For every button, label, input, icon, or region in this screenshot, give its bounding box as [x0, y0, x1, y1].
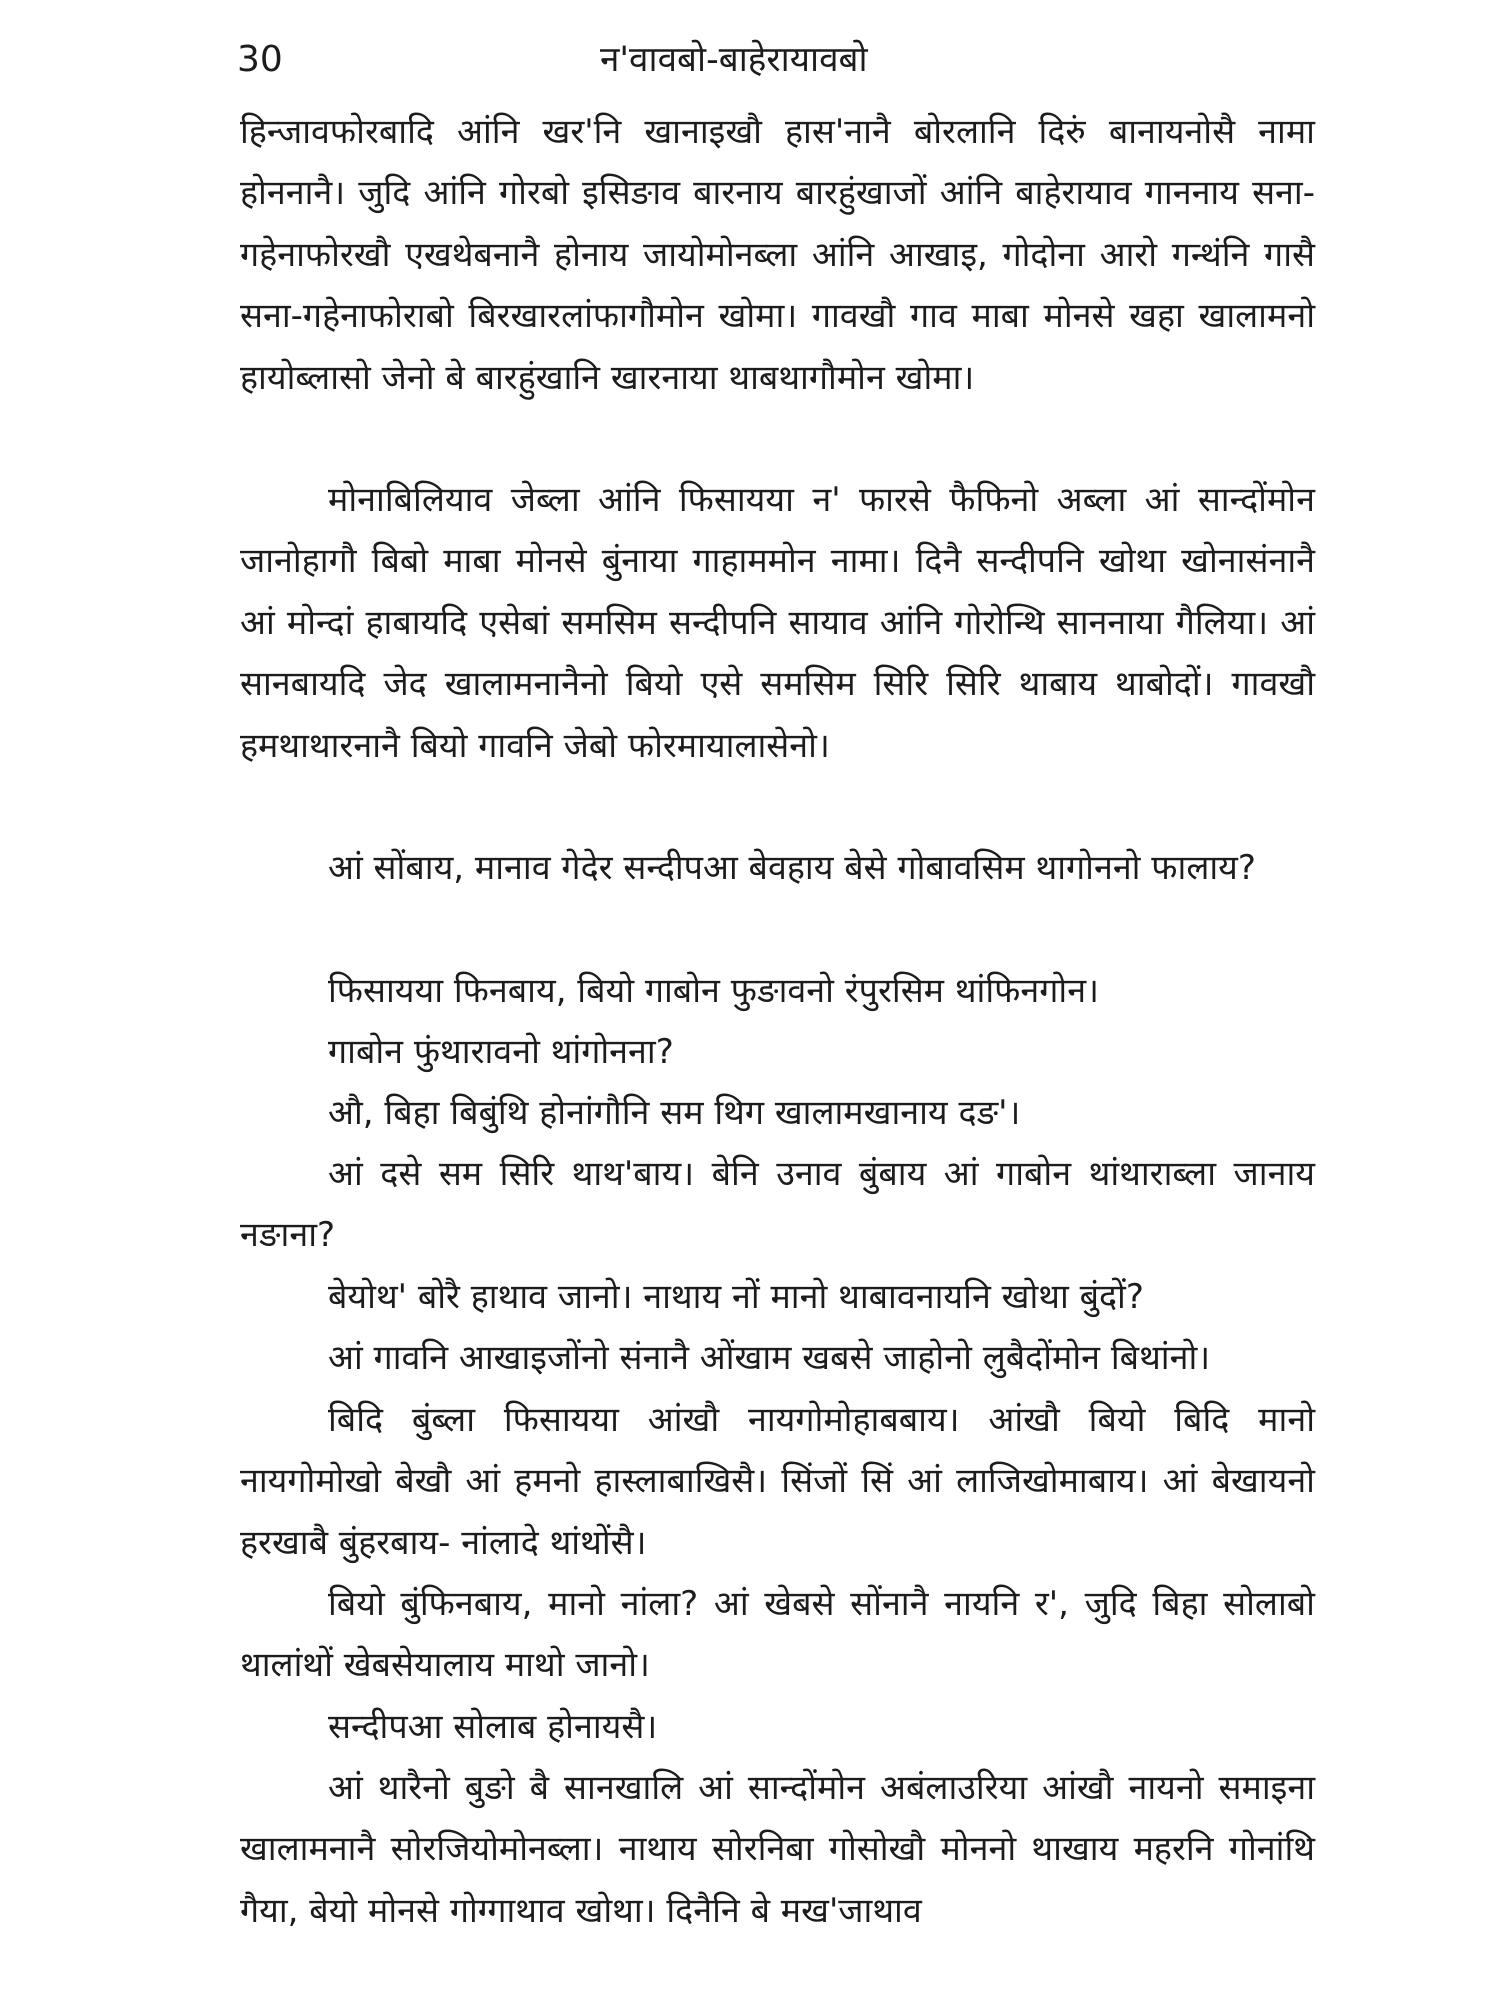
paragraph-7: आं दसे सम सिरि थाथ'बाय। बेनि उनाव बुंबाय आं गाबोन थांथाराब्ला जानाय नङाना? — [240, 1154, 1315, 1256]
paragraph-1: हिन्जावफोरबादि आंनि खर'नि खानाइखौ हास'नानै बोरलानि दिरुं बानायनोसै नामा होननानै। जुदि आंनि गोरबो इसिङाव बारनाय बारहुंखाजों आंनि बाहेरायाव गाननाय सना-गहेनाफोरखौ एखथेबनानै होनाय जायोमोनब्ला आंनि आखाइ, गोदोना आरो गन्थंनि गासै सना-गहेनाफोराबो बिरखारलांफागौमोन खोमा। गावखौ गाव माबा मोनसे खहा खालामनो हायोब्लासो जेनो बे बारहुंखानि खारनाया थाबथागौमोन खोमा। — [240, 112, 1315, 398]
paragraph-12: सन्दीपआ सोलाब होनायसै। — [328, 1707, 658, 1747]
paragraph-5: गाबोन फुंथारावनो थांगोनना? — [328, 1032, 674, 1072]
paragraph-8: बेयोथ' बोरै हाथाव जानो। नाथाय नों मानो थाबावनायनि खोथा बुंदों? — [328, 1277, 1144, 1317]
paragraph-11: बियो बुंफिनबाय, मानो नांला? आं खेबसे सोंनानै नायनि र', जुदि बिहा सोलाबो थालांथों खेबसेयालाय माथो जानो। — [240, 1584, 1315, 1686]
running-title: न'वावबो-बाहेरायावबो — [600, 40, 868, 80]
page-number: 30 — [237, 39, 283, 80]
paragraph-6: औ, बिहा बिबुंथि होनांगौनि सम थिग खालामखानाय दङ'। — [328, 1093, 1021, 1133]
paragraph-4: फिसायया फिनबाय, बियो गाबोन फुङावनो रंपुरसिम थांफिनगोन। — [328, 971, 1099, 1011]
paragraph-10: बिदि बुंब्ला फिसायया आंखौ नायगोमोहाबबाय। आंखौ बियो बिदि मानो नायगोमोखो बेखौ आं हमनो हास्लाबाखिसै। सिंजों सिं आं लाजिखोमाबाय। आं बेखायनो हरखाबै बुंहरबाय- नांलादे थांथोंसै। — [240, 1400, 1315, 1563]
paragraph-3: आं सोंबाय, मानाव गेदेर सन्दीपआ बेवहाय बेसे गोबावसिम थागोननो फालाय? — [328, 848, 1256, 888]
paragraph-9: आं गावनि आखाइजोंनो संनानै ओंखाम खबसे जाहोनो लुबैदोंमोन बिथांनो। — [328, 1338, 1211, 1378]
paragraph-2: मोनाबिलियाव जेब्ला आंनि फिसायया न' फारसे फैफिनो अब्ला आं सान्दोंमोन जानोहागौ बिबो माबा मोनसे बुंनाया गाहाममोन नामा। दिनै सन्दीपनि खोथा खोनासंनानै आं मोन्दां हाबायदि एसेबां समसिम सन्दीपनि सायाव आंनि गोरोन्थि साननाया गैलिया। आं सानबायदि जेद खालामनानैनो बियो एसे समसिम सिरि सिरि थाबाय थाबोदों। गावखौ हमथाथारनानै बियो गावनि जेबो फोरमायालासेनो। — [240, 480, 1315, 766]
paragraph-13: आं थारैनो बुङो बै सानखालि आं सान्दोंमोन अबंलाउरिया आंखौ नायनो समाइना खालामनानै सोरजियोमोनब्ला। नाथाय सोरनिबा गोसोखौ मोननो थाखाय महरनि गोनांथि गैया, बेयो मोनसे गोग्गाथाव खोथा। दिनैनि बे मख'जाथाव — [240, 1768, 1315, 1931]
